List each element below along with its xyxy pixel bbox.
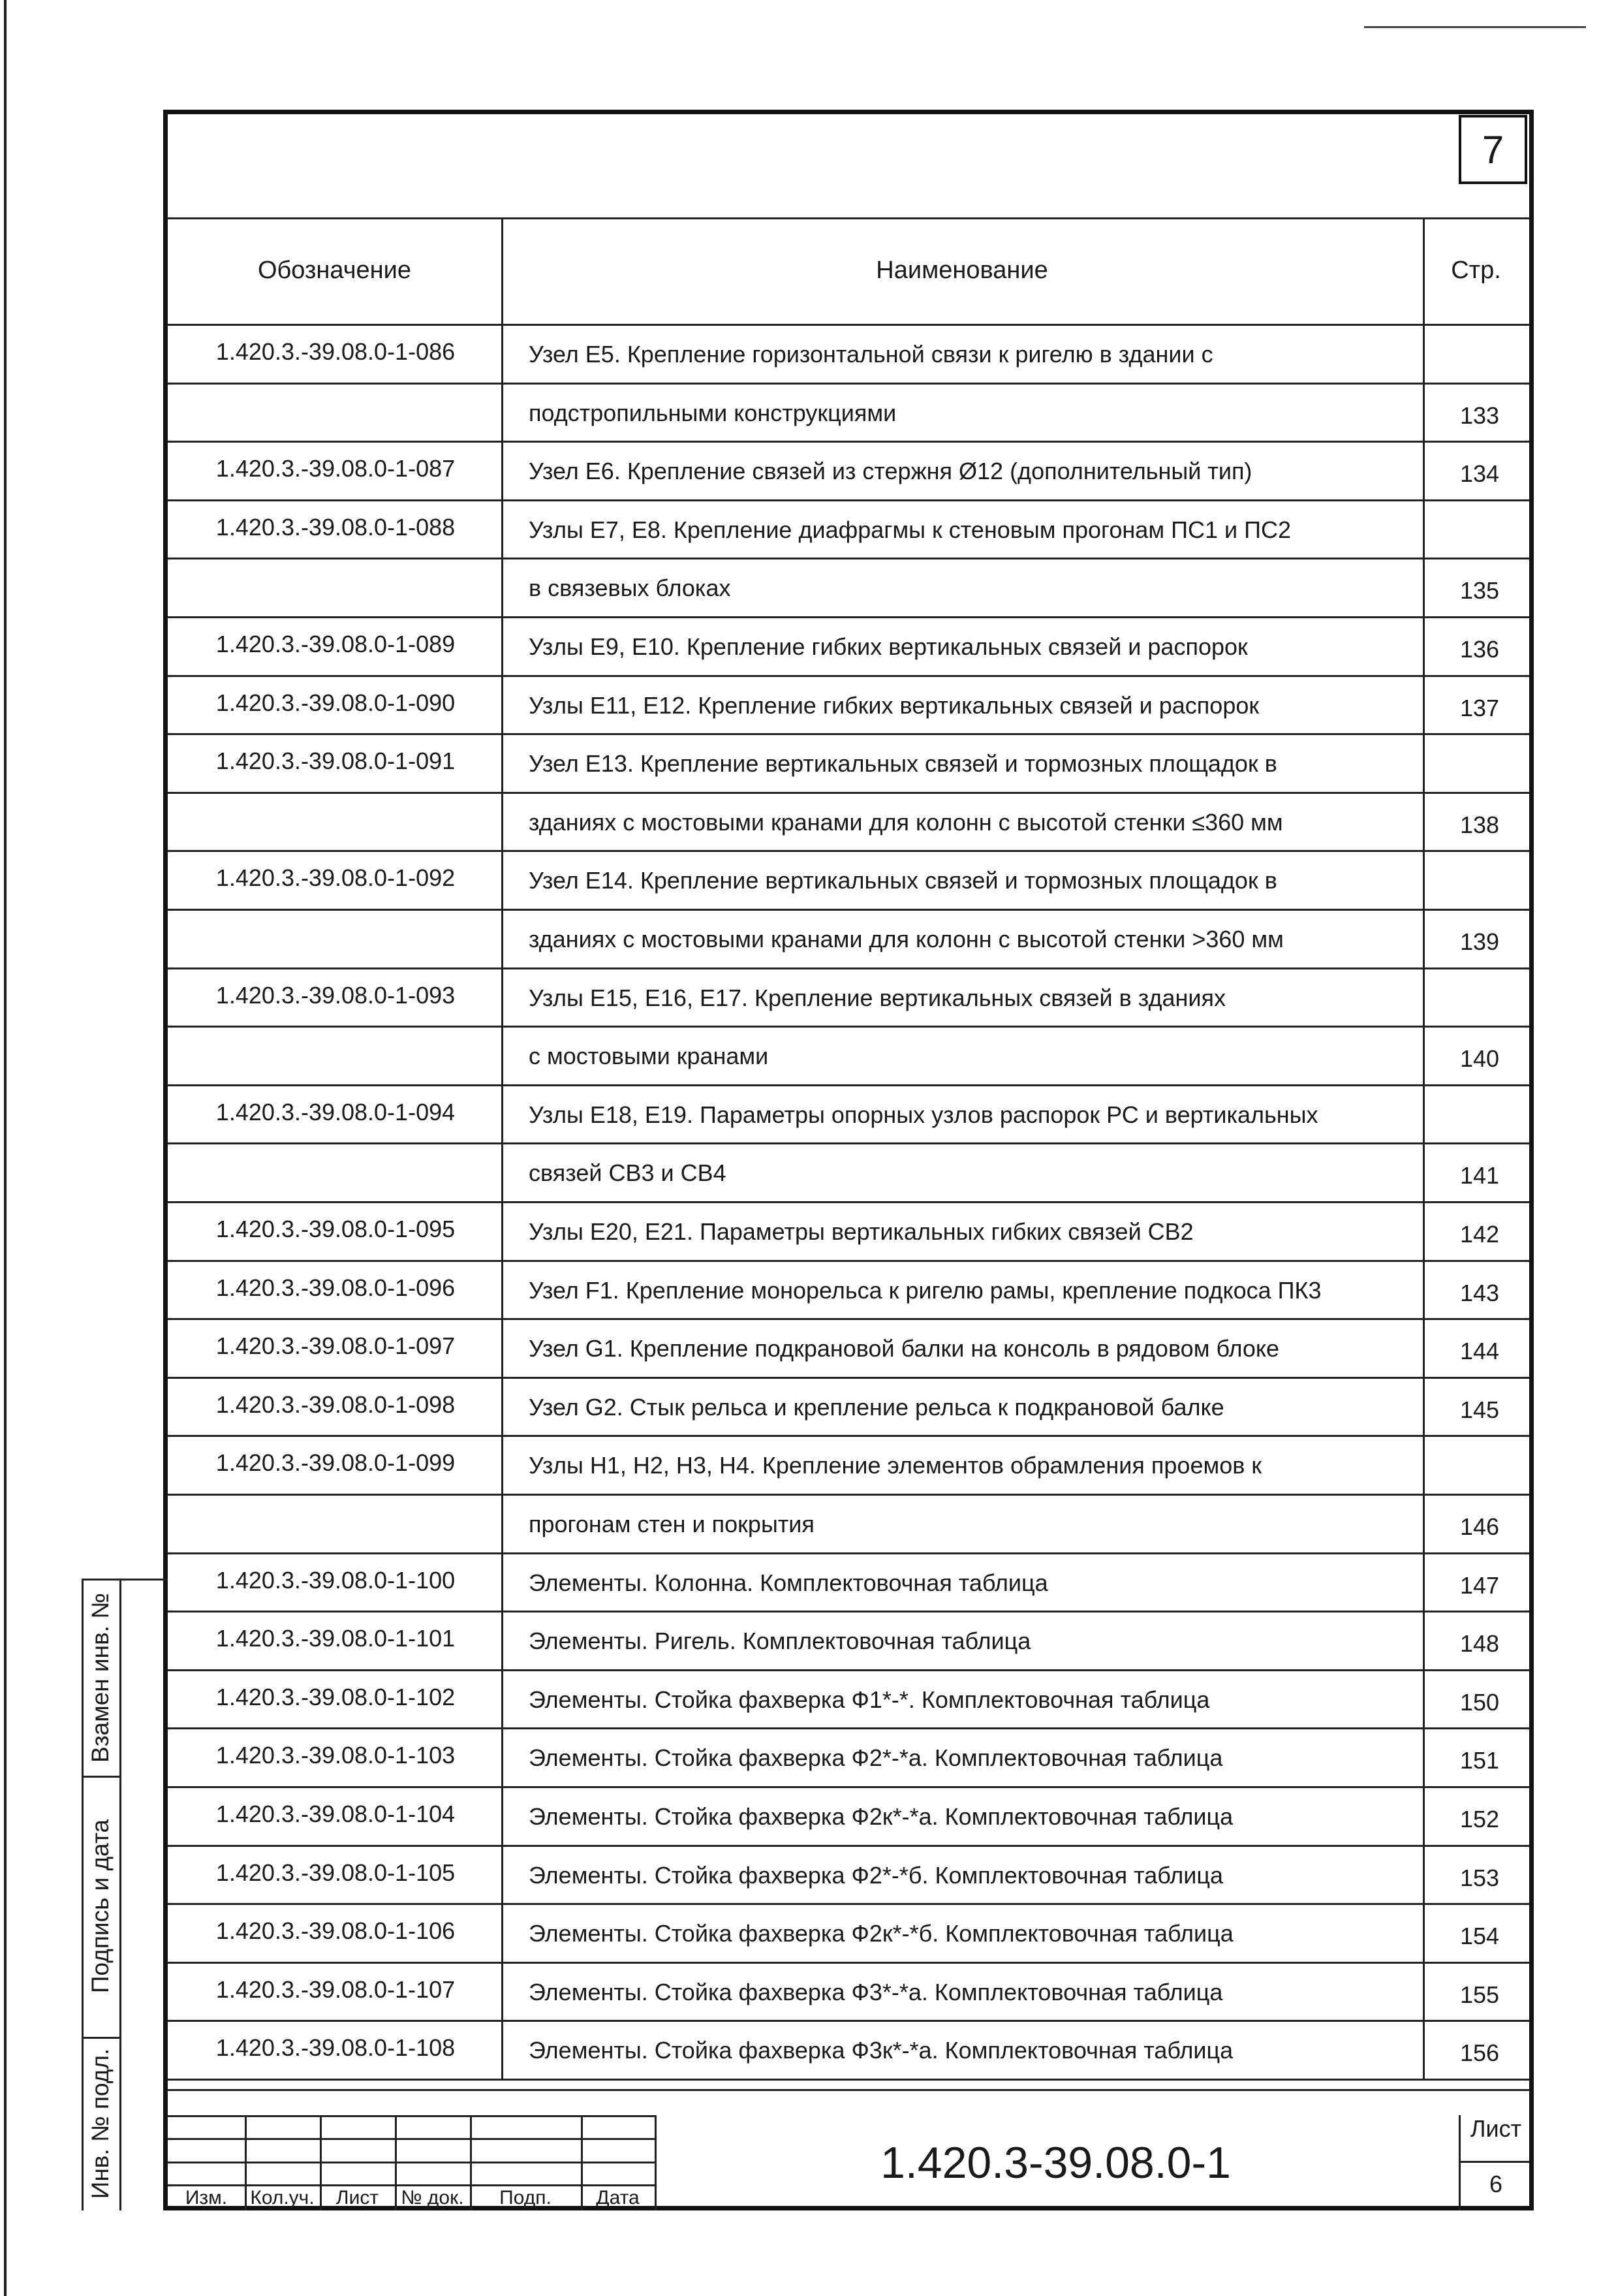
- row-name: зданиях с мостовыми кранами для колонн с высотой стенки ≤360 мм: [529, 808, 1283, 836]
- row-name: Узел G1. Крепление подкрановой балки на консоль в рядовом блоке: [529, 1335, 1280, 1362]
- row-page: 136: [1459, 636, 1500, 663]
- row-line: [168, 1552, 1529, 1554]
- row-name: Узлы Е18, Е19. Параметры опорных узлов распорок РС и вертикальных: [529, 1101, 1318, 1128]
- row-code: 1.420.3.-39.08.0-1-101: [215, 1625, 456, 1652]
- stamp-col-label: Изм.: [185, 2187, 228, 2209]
- row-name: Элементы. Стойка фахверка Ф2к*-*а. Комплектовочная таблица: [529, 1803, 1234, 1830]
- row-code: 1.420.3.-39.08.0-1-098: [215, 1391, 456, 1418]
- row-page: 155: [1459, 1981, 1500, 2008]
- row-page: 139: [1459, 928, 1500, 955]
- row-line: [168, 1611, 1529, 1612]
- stamp-col-label: № док.: [401, 2187, 464, 2209]
- side-left: [82, 1579, 84, 2210]
- row-line: [168, 1084, 1529, 1086]
- scan-mark: [1364, 26, 1586, 28]
- row-name: Узлы Е9, Е10. Крепление гибких вертикальных связей и распорок: [529, 633, 1248, 660]
- row-name: Элементы. Стойка фахверка Ф2к*-*б. Комплектовочная таблица: [529, 1920, 1234, 1947]
- row-page: 133: [1459, 401, 1500, 429]
- row-code: 1.420.3.-39.08.0-1-088: [215, 513, 456, 541]
- row-name: связей СВ3 и СВ4: [529, 1159, 726, 1187]
- side-label-zamen: Взамен инв. №: [87, 1593, 114, 1763]
- row-code: 1.420.3.-39.08.0-1-106: [215, 1917, 456, 1945]
- col-divider-code: [501, 217, 503, 2079]
- row-name: подстропильными конструкциями: [529, 399, 897, 426]
- row-name: Узел Е14. Крепление вертикальных связей и тормозных площадок в: [529, 867, 1277, 894]
- sheet-label: Лист: [1470, 2115, 1522, 2142]
- row-line: [168, 441, 1529, 443]
- row-line: [168, 383, 1529, 385]
- row-code: 1.420.3.-39.08.0-1-092: [215, 864, 456, 892]
- row-code: 1.420.3.-39.08.0-1-090: [215, 689, 456, 716]
- row-line: [168, 1026, 1529, 1028]
- row-code: 1.420.3.-39.08.0-1-103: [215, 1742, 456, 1769]
- row-page: 134: [1459, 460, 1500, 488]
- row-page: 135: [1459, 577, 1500, 605]
- row-line: [168, 1435, 1529, 1437]
- row-name: Узел G2. Стык рельса и крепление рельса к подкрановой балке: [529, 1393, 1224, 1421]
- row-line: [168, 1845, 1529, 1847]
- row-code: 1.420.3.-39.08.0-1-086: [215, 338, 456, 365]
- stamp-col-label: Лист: [335, 2187, 379, 2209]
- row-line: [168, 2020, 1529, 2022]
- row-line: [168, 1494, 1529, 1496]
- row-line: [168, 967, 1529, 969]
- row-line: [168, 1962, 1529, 1964]
- row-line: [168, 1377, 1529, 1379]
- row-line: [168, 1260, 1529, 1262]
- row-name: с мостовыми кранами: [529, 1043, 769, 1070]
- row-page: 145: [1459, 1396, 1500, 1423]
- row-name: Узел Е5. Крепление горизонтальной связи к ригелю в здании с: [529, 341, 1213, 368]
- row-line: [168, 1318, 1529, 1320]
- row-line: [168, 2079, 1529, 2081]
- stamp-top-line: [168, 2089, 1529, 2091]
- row-name: Узлы Н1, Н2, Н3, Н4. Крепление элементов обрамления проемов к: [529, 1452, 1262, 1479]
- row-code: 1.420.3.-39.08.0-1-096: [215, 1274, 456, 1301]
- row-code: 1.420.3.-39.08.0-1-089: [215, 631, 456, 657]
- row-code: 1.420.3.-39.08.0-1-104: [215, 1801, 456, 1827]
- header-designation: Обозначение: [257, 257, 411, 284]
- row-name: Узел F1. Крепление монорельса к ригелю рамы, крепление подкоса ПК3: [529, 1276, 1322, 1304]
- row-page: 138: [1459, 811, 1500, 838]
- row-code: 1.420.3.-39.08.0-1-091: [215, 747, 456, 775]
- row-name: Элементы. Стойка фахверка Ф3к*-*а. Комплектовочная таблица: [529, 2037, 1234, 2064]
- row-page: 143: [1459, 1279, 1500, 1306]
- row-code: 1.420.3.-39.08.0-1-093: [215, 981, 456, 1009]
- row-name: прогонам стен и покрытия: [529, 1511, 815, 1537]
- row-code: 1.420.3.-39.08.0-1-105: [215, 1859, 456, 1886]
- row-line: [168, 909, 1529, 911]
- row-code: 1.420.3.-39.08.0-1-087: [215, 455, 456, 482]
- row-code: 1.420.3.-39.08.0-1-102: [215, 1683, 456, 1710]
- row-code: 1.420.3.-39.08.0-1-099: [215, 1449, 456, 1477]
- row-name: Узел Е6. Крепление связей из стержня Ø12 (дополнительный тип): [529, 458, 1252, 485]
- page-number: 7: [1459, 115, 1527, 184]
- row-page: 153: [1459, 1864, 1500, 1891]
- row-line: [168, 616, 1529, 618]
- header-page: Стр.: [1451, 257, 1501, 284]
- row-name: Элементы. Стойка фахверка Ф2*-*б. Комплектовочная таблица: [529, 1861, 1223, 1889]
- row-code: 1.420.3.-39.08.0-1-100: [215, 1566, 456, 1594]
- stamp-divider-sheet: [1459, 2115, 1461, 2210]
- row-name: Элементы. Стойка фахверка Ф1*-*. Комплектовочная таблица: [529, 1686, 1210, 1713]
- row-page: 152: [1459, 1806, 1500, 1832]
- side-label-inv: Инв. № подл.: [87, 2048, 114, 2199]
- row-line: [168, 499, 1529, 501]
- row-name: Элементы. Ригель. Комплектовочная таблица: [529, 1628, 1031, 1655]
- page-edge-line: [4, 0, 7, 2296]
- stamp-col-label: Дата: [596, 2187, 640, 2209]
- row-name: зданиях с мостовыми кранами для колонн с высотой стенки >360 мм: [529, 926, 1284, 952]
- row-page: 156: [1459, 2039, 1500, 2067]
- row-code: 1.420.3.-39.08.0-1-097: [215, 1332, 456, 1360]
- row-name: Элементы. Стойка фахверка Ф2*-*а. Комплектовочная таблица: [529, 1744, 1223, 1772]
- row-line: [168, 1201, 1529, 1203]
- row-line: [168, 850, 1529, 852]
- stamp-col-label: Кол.уч.: [250, 2187, 315, 2209]
- row-line: [168, 1786, 1529, 1788]
- row-name: Узлы Е11, Е12. Крепление гибких вертикальных связей и распорок: [529, 691, 1260, 719]
- header-name: Наименование: [876, 257, 1048, 284]
- row-name: Узлы Е15, Е16, Е17. Крепление вертикальных связей в зданиях: [529, 984, 1226, 1011]
- row-line: [168, 1142, 1529, 1144]
- row-code: 1.420.3.-39.08.0-1-095: [215, 1216, 456, 1242]
- header-bottom-line: [168, 324, 1529, 326]
- row-code: 1.420.3.-39.08.0-1-094: [215, 1098, 456, 1125]
- row-page: 147: [1459, 1571, 1500, 1599]
- row-name: Узлы Е20, Е21. Параметры вертикальных гибких связей СВ2: [529, 1218, 1194, 1245]
- row-page: 154: [1459, 1923, 1500, 1950]
- row-page: 141: [1459, 1162, 1500, 1189]
- col-divider-page: [1423, 217, 1425, 2079]
- row-page: 146: [1459, 1513, 1500, 1540]
- row-code: 1.420.3.-39.08.0-1-107: [215, 1975, 456, 2003]
- side-mid: [119, 1579, 121, 2210]
- stamp-sheet-line: [1459, 2161, 1529, 2163]
- stamp-grid-col: [655, 2115, 657, 2210]
- row-line: [168, 558, 1529, 559]
- row-line: [168, 675, 1529, 677]
- row-name: Элементы. Стойка фахверка Ф3*-*а. Комплектовочная таблица: [529, 1978, 1223, 2005]
- row-line: [168, 1727, 1529, 1729]
- row-line: [168, 792, 1529, 794]
- row-name: Элементы. Колонна. Комплектовочная таблица: [529, 1569, 1048, 1596]
- row-page: 137: [1459, 694, 1500, 721]
- row-code: 1.420.3.-39.08.0-1-108: [215, 2034, 456, 2062]
- stamp-col-label: Подп.: [499, 2187, 552, 2209]
- row-page: 142: [1459, 1221, 1500, 1248]
- row-line: [168, 733, 1529, 735]
- sheet-number: 6: [1489, 2171, 1503, 2197]
- row-name: Узел Е13. Крепление вертикальных связей и тормозных площадок в: [529, 750, 1277, 778]
- row-line: [168, 1669, 1529, 1671]
- row-page: 151: [1459, 1747, 1500, 1774]
- row-page: 144: [1459, 1338, 1500, 1365]
- row-page: 150: [1459, 1688, 1500, 1716]
- side-label-podpis: Подпись и дата: [87, 1819, 114, 1994]
- row-page: 148: [1459, 1630, 1500, 1658]
- row-page: 140: [1459, 1045, 1500, 1073]
- stamp-designation: 1.420.3-39.08.0-1: [880, 2138, 1231, 2188]
- row-line: [168, 1903, 1529, 1905]
- row-name: в связевых блоках: [529, 574, 731, 602]
- row-name: Узлы Е7, Е8. Крепление диафрагмы к стеновым прогонам ПС1 и ПС2: [529, 516, 1291, 543]
